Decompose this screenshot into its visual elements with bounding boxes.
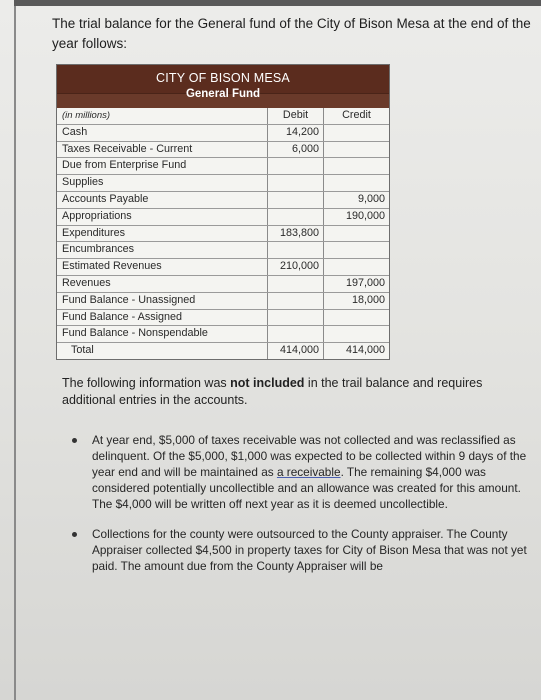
table-subtitle: General Fund	[185, 88, 261, 100]
note-text-1: The following information was	[62, 376, 231, 390]
credit-cell	[323, 259, 389, 275]
table-row	[57, 259, 389, 276]
account-name: Estimated Revenues	[62, 260, 162, 273]
table-row	[57, 142, 389, 159]
debit-cell: 414,000	[267, 343, 323, 359]
table-row	[57, 326, 389, 343]
debit-cell	[267, 293, 323, 309]
table-row	[57, 209, 389, 226]
account-name: Supplies	[62, 176, 104, 189]
credit-cell	[323, 142, 389, 158]
credit-cell: 414,000	[323, 343, 389, 359]
table-header-row	[57, 108, 389, 125]
account-name: Encumbrances	[62, 243, 135, 256]
bullet-item	[62, 432, 538, 512]
debit-cell	[267, 242, 323, 258]
bullet-text: Collections for the county were outsourced to the County appraiser. The County Appraiser collected $4,500 in property taxes for City of Bison Mesa that was not yet paid. The amount due from the County Appraiser will be	[92, 527, 527, 573]
table-row	[57, 192, 389, 209]
debit-cell	[267, 326, 323, 342]
credit-cell	[323, 175, 389, 191]
credit-cell	[323, 242, 389, 258]
bullet-text-continued: . The remaining $4,000 was considered potentially uncollectible and an allowance was created for this amount. The $4,000 will be written off next year as it is deemed uncollectible.	[92, 465, 521, 511]
account-name: Fund Balance - Nonspendable	[62, 327, 208, 340]
debit-cell: 210,000	[267, 259, 323, 275]
debit-cell	[267, 310, 323, 326]
credit-header: Credit	[323, 108, 389, 124]
credit-cell: 197,000	[323, 276, 389, 292]
debit-cell: 14,200	[267, 125, 323, 141]
table-title: CITY OF BISON MESA	[156, 71, 290, 85]
account-name: Taxes Receivable - Current	[62, 142, 193, 155]
account-name: Cash	[62, 125, 88, 138]
bullet-list	[62, 432, 538, 588]
bullet-dot-icon	[72, 532, 77, 537]
table-row	[57, 226, 389, 243]
table-body	[57, 108, 389, 359]
account-name: Fund Balance - Unassigned	[62, 293, 196, 306]
table-row	[57, 343, 389, 359]
page-top-rule	[14, 0, 541, 6]
credit-cell	[323, 158, 389, 174]
debit-header: Debit	[267, 108, 323, 124]
account-name: Accounts Payable	[62, 192, 149, 205]
page-left-border	[14, 0, 16, 700]
account-name: Expenditures	[62, 226, 126, 239]
note-bold: not included	[230, 376, 305, 390]
credit-cell: 190,000	[323, 209, 389, 225]
underlined-term: a receivable	[276, 465, 341, 479]
account-name: Revenues	[62, 276, 111, 289]
account-name: Appropriations	[62, 209, 132, 222]
units-label: (in millions)	[62, 110, 111, 121]
credit-cell	[323, 125, 389, 141]
credit-cell	[323, 310, 389, 326]
intro-paragraph: The trial balance for the General fund of the City of Bison Mesa at the end of the year follows:	[52, 16, 531, 51]
debit-cell	[267, 276, 323, 292]
debit-cell	[267, 192, 323, 208]
account-name: Total	[71, 344, 94, 357]
account-name: Due from Enterprise Fund	[62, 159, 187, 172]
info-note	[62, 375, 532, 409]
table-row	[57, 125, 389, 142]
bullet-dot-icon	[72, 438, 77, 443]
credit-cell: 18,000	[323, 293, 389, 309]
debit-cell	[267, 175, 323, 191]
debit-cell	[267, 209, 323, 225]
table-row	[57, 175, 389, 192]
debit-cell: 6,000	[267, 142, 323, 158]
table-row	[57, 158, 389, 175]
note-text-2: in the trail balance and requires additional entries in the accounts.	[62, 376, 483, 407]
credit-cell	[323, 326, 389, 342]
credit-cell	[323, 226, 389, 242]
credit-cell: 9,000	[323, 192, 389, 208]
table-subtitle-bar	[57, 88, 389, 108]
bullet-text: At year end, $5,000 of taxes receivable was not collected and was reclassified as delinquent. Of the $5,000, $1,000 was expected to be collected within 9 days of the year end and will be maintained as	[92, 433, 527, 479]
table-row	[57, 310, 389, 327]
table-row	[57, 242, 389, 259]
table-row	[57, 293, 389, 310]
bullet-item	[62, 526, 538, 574]
account-name: Fund Balance - Assigned	[62, 310, 183, 323]
debit-cell: 183,800	[267, 226, 323, 242]
debit-cell	[267, 158, 323, 174]
trial-balance-table	[56, 64, 390, 360]
table-row	[57, 276, 389, 293]
